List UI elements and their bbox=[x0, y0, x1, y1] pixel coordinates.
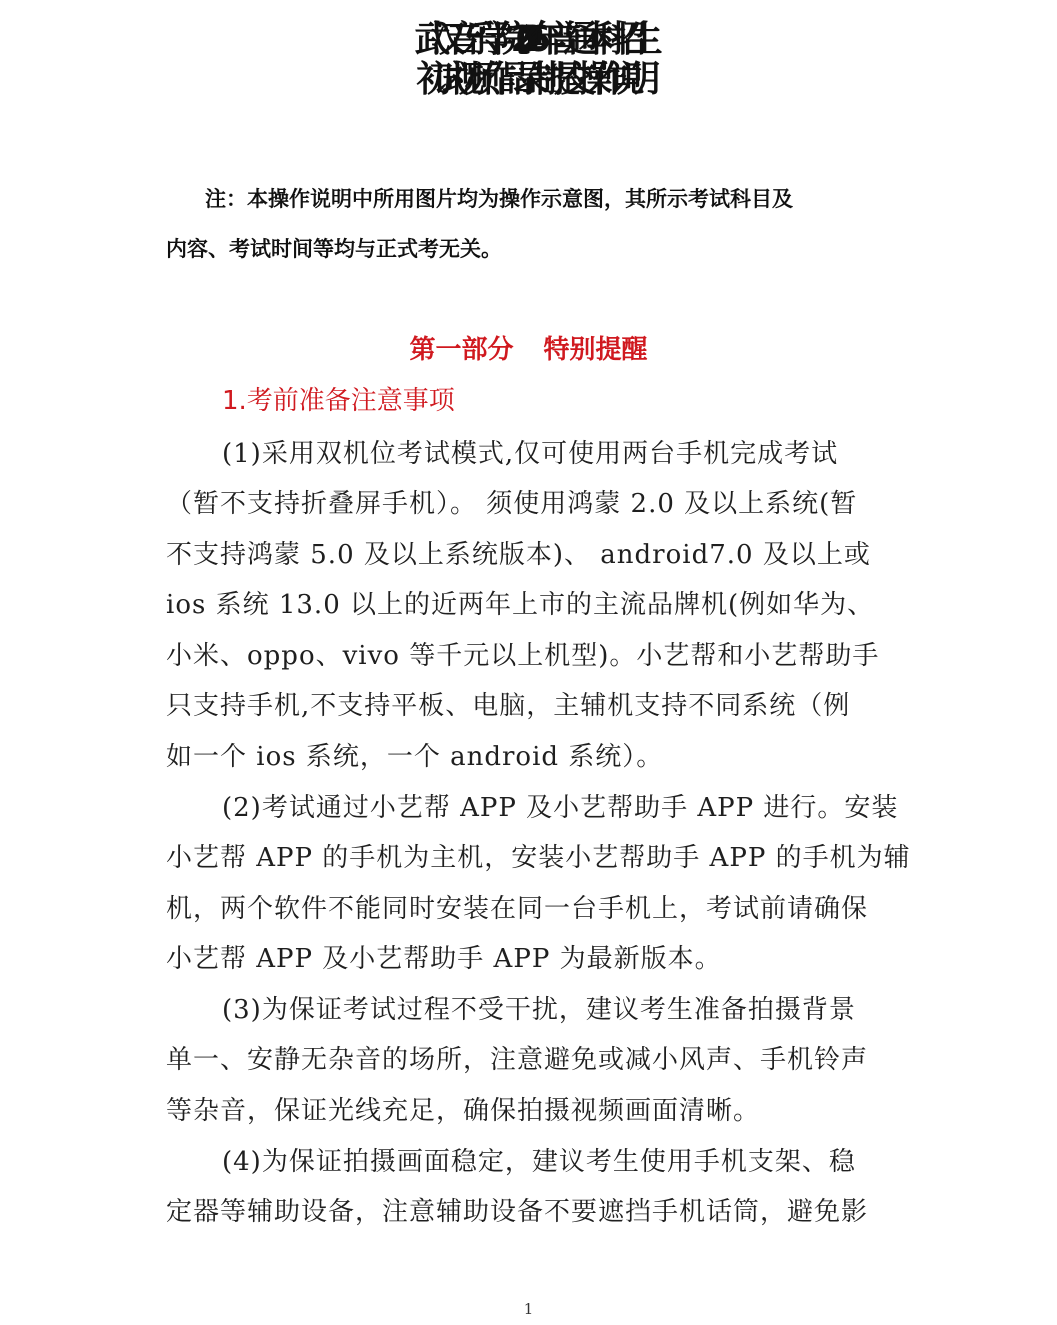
paragraph-2-line-4: 小艺帮 APP 及小艺帮助手 APP 为最新版本。 bbox=[166, 944, 722, 974]
note-line-2: 内容、考试时间等均与正式考无关。 bbox=[166, 237, 502, 261]
paragraph-1-line-1: (1)采用双机位考试模式,仅可使用两台手机完成考试 bbox=[222, 439, 839, 469]
part-one-heading bbox=[0, 333, 1057, 367]
paragraph-3-line-1: (3)为保证考试过程不受干扰，建议考生准备拍摄背景 bbox=[222, 995, 856, 1025]
paragraph-1-line-4: ios 系统 13.0 以上的近两年上市的主流品牌机(例如华为、 bbox=[166, 590, 875, 620]
paragraph-4-line-1: (4)为保证拍摄画面稳定，建议考生使用手机支架、稳 bbox=[222, 1147, 856, 1177]
paragraph-1-line-5: 小米、oppo、vivo 等千元以上机型)。小艺帮和小艺帮助手 bbox=[166, 641, 880, 671]
paragraph-3-line-2: 单一、安静无杂音的场所，注意避免或减小风声、手机铃声 bbox=[166, 1045, 869, 1075]
note-line-1: 注：本操作说明中所用图片均为操作示意图，其所示考试科目及 bbox=[205, 187, 793, 211]
paragraph-3-line-3: 等杂音，保证光线充足，确保拍摄视频画面清晰。 bbox=[166, 1096, 761, 1126]
page-number: 1 bbox=[523, 1300, 534, 1318]
document-title-line-2: 初试视频作品录制提交操作说明 bbox=[416, 59, 641, 100]
paragraph-1-line-3: 不支持鸿蒙 5.0 及以上系统版本)、 android7.0 及以上或 bbox=[166, 540, 871, 570]
part-one-label: 第一部分 bbox=[409, 335, 514, 365]
paragraph-2-line-3: 机，两个软件不能同时安装在同一台手机上，考试前请确保 bbox=[166, 894, 869, 924]
paragraph-2-line-2: 小艺帮 APP 的手机为主机，安装小艺帮助手 APP 的手机为辅 bbox=[166, 843, 911, 873]
paragraph-1-line-7: 如一个 ios 系统，一个 android 系统）。 bbox=[166, 742, 664, 772]
paragraph-1-line-2: （暂不支持折叠屏手机）。 须使用鸿蒙 2.0 及以上系统(暂 bbox=[166, 489, 858, 519]
part-one-title: 特别提醒 bbox=[543, 335, 648, 365]
paragraph-4-line-2: 定器等辅助设备，注意辅助设备不要遮挡手机话筒，避免影 bbox=[166, 1197, 869, 1227]
section-1-heading: 1.考前准备注意事项 bbox=[222, 386, 455, 416]
paragraph-1-line-6: 只支持手机,不支持平板、电脑，主辅机支持不同系统（例 bbox=[166, 691, 851, 721]
document-title-line-1: 武汉音乐学院2026年普通本科招生 bbox=[414, 19, 643, 60]
paragraph-2-line-1: (2)考试通过小艺帮 APP 及小艺帮助手 APP 进行。安装 bbox=[222, 793, 899, 823]
